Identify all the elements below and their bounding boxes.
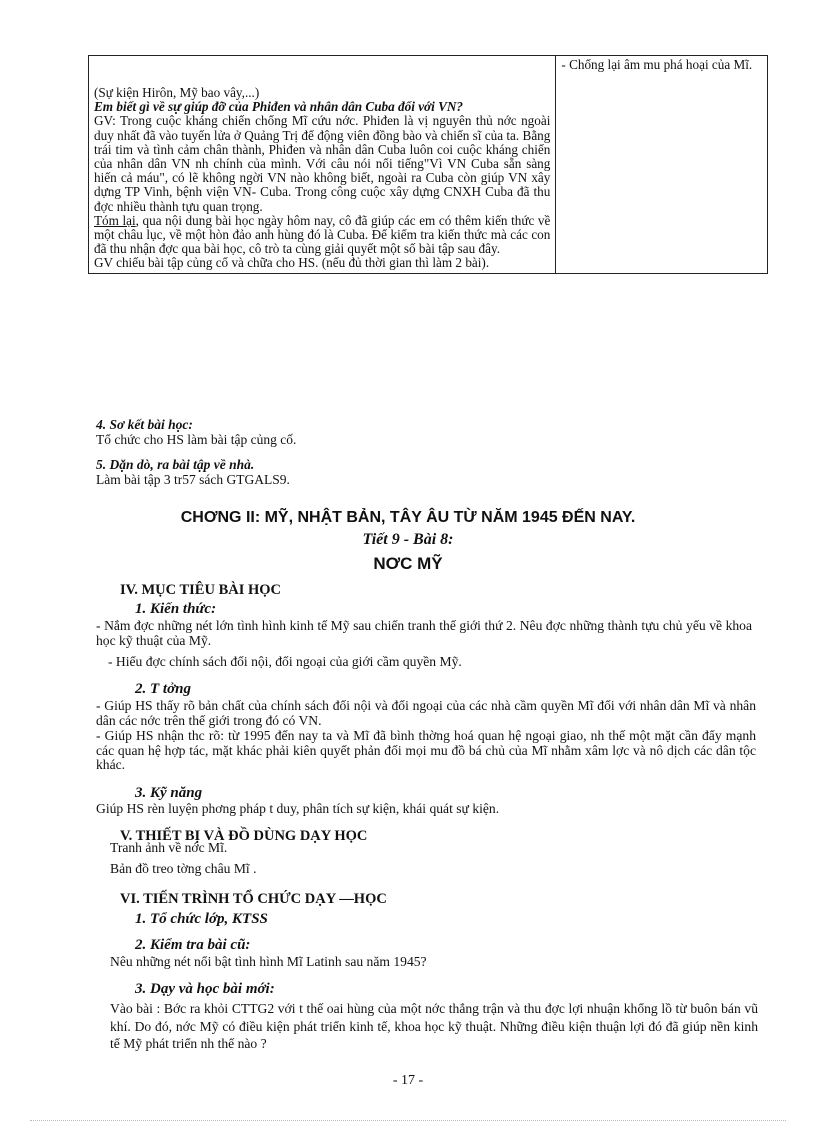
lesson-table xyxy=(88,55,768,274)
skills-heading: 3. Kỹ năng xyxy=(135,785,203,801)
equipment-item-1: Tranh ảnh về nớc Mĩ. xyxy=(110,840,228,855)
knowledge-heading: 1. Kiến thức: xyxy=(135,601,217,617)
objectives-heading: IV. MỤC TIÊU BÀI HỌC xyxy=(120,582,282,598)
section-4-heading: 4. Sơ kết bài học: xyxy=(96,417,193,432)
table-question: Em biết gì về sự giúp đỡ của Phiđen và nhân dân Cuba đối với VN? xyxy=(94,99,463,115)
summary-label: Tóm lại xyxy=(94,212,136,228)
section-5 xyxy=(96,458,290,487)
page-bottom-divider xyxy=(30,1120,786,1121)
process-heading: VI. TIẾN TRÌNH TỔ CHỨC DẠY —HỌC xyxy=(120,891,387,907)
section-4 xyxy=(96,418,296,447)
process-intro: Vào bài : Bớc ra khỏi CTTG2 với t thế oai hùng của một nớc thắng trận và thu đợc lợi nhuận khổng lồ từ buôn bán vũ khí. Do đó, nớc Mỹ có điều kiện phát triển kinh tế, khoa học kỹ thuật. Những điều kiện thuận lợi đó đã giúp nền kinh tế Mỹ phát triển nh thế nào ? xyxy=(110,1001,758,1051)
chapter-title: CHƠNG II: MỸ, NHẬT BẢN, TÂY ÂU TỪ NĂM 1945 ĐẾN NAY. xyxy=(180,509,636,526)
page-number: - 17 - xyxy=(392,1073,424,1088)
table-left-cell xyxy=(89,56,556,274)
knowledge-item-2: - Hiểu đợc chính sách đối nội, đối ngoại của giới cầm quyền Mỹ. xyxy=(108,654,462,669)
table-right-text: - Chống lại âm mu phá hoại của Mĩ. xyxy=(561,57,753,72)
process-step-2-body: Nêu những nét nổi bật tình hình Mĩ Latinh sau năm 1945? xyxy=(110,954,427,969)
skills-item-1: Giúp HS rèn luyện phơng pháp t duy, phân tích sự kiện, khái quát sự kiện. xyxy=(96,801,500,816)
process-step-3: 3. Dạy và học bài mới: xyxy=(135,981,275,997)
table-paragraph-event: (Sự kiện Hirôn, Mỹ bao vây,...) xyxy=(94,85,260,100)
table-right-cell xyxy=(556,56,768,274)
equipment-heading: V. THIẾT BỊ VÀ ĐỒ DÙNG DẠY HỌC xyxy=(120,828,368,844)
table-paragraph-teacher: GV: Trong cuộc kháng chiến chống Mĩ cứu nớc. Phiđen là vị nguyên thủ nớc ngoài duy nhất đã vào tuyến lửa ở Quảng Trị để động viên đồng bào và chiến sĩ của ta. Bằng trái tim và tình cảm chân thành, Phiđen và nhân dân Cuba luôn coi cuộc kháng chiến của nhân dân VN nh chính của mình. Với câu nói nổi tiếng"Vì VN Cuba sẵn sàng hiến cả máu", có lẽ không ngời VN nào không biết, ngoài ra Cuba còn giúp VN xây dựng TP Vinh, bệnh viện VN- Cuba. Trong công cuộc xây dựng CNXH Cuba đã thu đợc nhiều thành tựu quan trọng. xyxy=(94,113,551,214)
summary-text: , qua nội dung bài học ngày hôm nay, cô đã giúp các em có thêm kiến thức về một châu lục, về một hòn đảo anh hùng đó là Cuba. Để kiểm tra kiến thức mà các con đã thu nhận đợc qua bài học, cô trò ta cùng giải quyết một số bài tập sau đây. xyxy=(94,212,551,257)
table-row xyxy=(89,56,768,274)
lesson-label: Tiết 9 - Bài 8: xyxy=(362,531,454,548)
table-paragraph-exercise: GV chiếu bài tập củng cố và chữa cho HS. (nếu đủ thời gian thì làm 2 bài). xyxy=(94,255,490,271)
section-4-body: Tổ chức cho HS làm bài tập củng cố. xyxy=(96,431,297,447)
thinking-heading: 2. T tởng xyxy=(135,681,191,697)
thinking-item-1: - Giúp HS thấy rõ bản chất của chính sách đối nội và đối ngoại của các nhà cầm quyền Mĩ đối với nhân dân Mĩ và nhân dân các nớc trên thế giới trong đó có VN. xyxy=(96,698,756,728)
lesson-title: NƠC MỸ xyxy=(373,554,443,573)
thinking-item-2: - Giúp HS nhận thc rõ: từ 1995 đến nay ta và Mĩ đã bình thờng hoá quan hệ ngoại giao, nh thế một mặt cần đẩy mạnh các quan hệ hợp tác, mặt khác phải kiên quyết phản đối mọi mu đồ bá chủ của Mĩ nhằm xâm lợc và nô dịch các dân tộc khác. xyxy=(96,728,756,773)
section-5-heading: 5. Dặn dò, ra bài tập về nhà. xyxy=(96,457,255,472)
process-step-2: 2. Kiểm tra bài cũ: xyxy=(135,937,251,953)
section-5-body: Làm bài tập 3 tr57 sách GTGALS9. xyxy=(96,471,290,487)
knowledge-item-1: - Nắm đợc những nét lớn tình hình kinh tế Mỹ sau chiến tranh thế giới thứ 2. Nêu đợc những thành tựu chủ yếu về khoa học kỹ thuật của Mỹ. xyxy=(96,618,752,648)
process-step-1: 1. Tổ chức lớp, KTSS xyxy=(135,911,268,927)
table-paragraph-summary xyxy=(94,214,550,257)
equipment-item-2: Bản đồ treo tờng châu Mĩ . xyxy=(110,861,257,876)
